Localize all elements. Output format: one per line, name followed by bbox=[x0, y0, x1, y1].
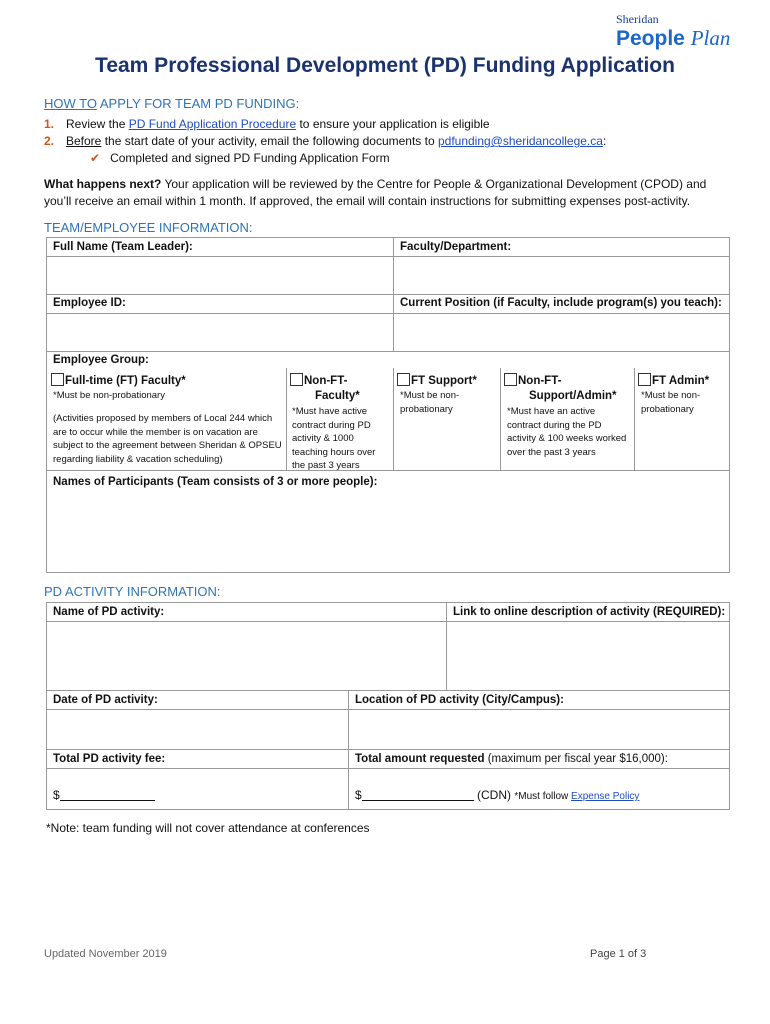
group-non-ft-support-admin-option[interactable] bbox=[504, 373, 561, 387]
step-1-number: 1. bbox=[44, 117, 55, 131]
pd-activity-name-label: Name of PD activity: bbox=[53, 606, 165, 618]
pd-fund-procedure-link[interactable]: PD Fund Application Procedure bbox=[128, 117, 297, 131]
steps-list bbox=[44, 116, 606, 167]
how-to-heading-underlined: HOW TO bbox=[44, 96, 97, 111]
logo-sheridan: Sheridan bbox=[616, 12, 659, 26]
team-info-heading: TEAM/EMPLOYEE INFORMATION: bbox=[44, 220, 253, 235]
employee-id-label: Employee ID: bbox=[53, 297, 126, 309]
non-ft-support-admin-checkbox[interactable] bbox=[504, 373, 517, 386]
conference-note: *Note: team funding will not cover attendance at conferences bbox=[46, 821, 370, 835]
non-ft-support-admin-note: *Must have an active contract during the PD activity & 100 weeks worked over the past 3 years bbox=[507, 406, 627, 458]
divider bbox=[634, 368, 635, 470]
divider bbox=[46, 351, 730, 352]
step-2-post: : bbox=[602, 134, 607, 148]
ft-faculty-label: Full-time (FT) Faculty* bbox=[65, 375, 186, 387]
pd-activity-fee-field[interactable] bbox=[53, 788, 155, 802]
employee-id-field[interactable] bbox=[47, 314, 392, 350]
checkmark-icon: ✔ bbox=[90, 151, 101, 165]
divider bbox=[46, 294, 730, 295]
group-ft-admin-option[interactable] bbox=[638, 373, 709, 387]
footer-updated: Updated November 2019 bbox=[44, 948, 167, 960]
total-requested-bold: Total amount requested bbox=[355, 753, 485, 765]
logo-name-italic: Plan bbox=[690, 26, 731, 50]
step-2-pre: the start date of your activity, email the following documents to bbox=[101, 134, 438, 148]
divider bbox=[46, 749, 730, 750]
fee-blank-line[interactable] bbox=[60, 789, 155, 801]
step-2-number: 2. bbox=[44, 134, 55, 148]
faculty-department-field[interactable] bbox=[394, 257, 729, 293]
pd-activity-date-field[interactable] bbox=[47, 710, 347, 748]
current-position-label: Current Position (if Faculty, include program(s) you teach): bbox=[400, 297, 722, 309]
ft-admin-label: FT Admin* bbox=[652, 375, 710, 387]
pd-activity-heading: PD ACTIVITY INFORMATION: bbox=[44, 584, 221, 599]
divider bbox=[393, 368, 394, 470]
group-ft-support-option[interactable] bbox=[397, 373, 477, 387]
step-2-before: Before bbox=[66, 134, 102, 148]
ft-admin-note: *Must be non-probationary bbox=[641, 390, 701, 415]
expense-policy-link[interactable]: Expense Policy bbox=[571, 791, 640, 802]
ft-support-note: *Must be non-probationary bbox=[400, 390, 460, 415]
step-1-pre: Review the bbox=[66, 117, 129, 131]
participants-field[interactable] bbox=[47, 492, 729, 572]
policy-pre: *Must follow bbox=[514, 791, 572, 802]
ft-support-checkbox[interactable] bbox=[397, 373, 410, 386]
divider bbox=[46, 768, 730, 769]
cdn-label: (CDN) bbox=[473, 788, 515, 802]
step-1-post: to ensure your application is eligible bbox=[296, 117, 490, 131]
pd-activity-link-label: Link to online description of activity (REQUIRED): bbox=[453, 606, 726, 618]
non-ft-support-admin-label: Non-FT- bbox=[518, 375, 562, 387]
pd-activity-link-field[interactable] bbox=[447, 622, 729, 689]
faculty-department-label: Faculty/Department: bbox=[400, 241, 512, 253]
total-requested-field[interactable] bbox=[355, 788, 639, 802]
pd-activity-location-label: Location of PD activity (City/Campus): bbox=[355, 694, 564, 706]
full-name-field[interactable] bbox=[47, 257, 392, 293]
pd-funding-email-link[interactable]: pdfunding@sheridancollege.ca bbox=[437, 134, 603, 148]
pd-activity-fee-label: Total PD activity fee: bbox=[53, 753, 166, 765]
what-next-text: Your application will be reviewed by the Centre for People & Organizational Development (CPOD) and you’ll receive an email within 1 month. If approved, the email will contain instructions for submitting expenses post-activity. bbox=[44, 177, 707, 208]
ft-faculty-note-local-244: (Activities proposed by members of Local 244 which are to occur while the member is on vacation are subject to the agreement between Sheridan & OPSEU regarding liability & vacation scheduling) bbox=[53, 413, 282, 465]
dollar-sign-fee: $ bbox=[53, 788, 60, 802]
requested-blank-line[interactable] bbox=[362, 789, 474, 801]
group-non-ft-faculty-option[interactable] bbox=[290, 373, 347, 387]
pd-activity-date-label: Date of PD activity: bbox=[53, 694, 158, 706]
ft-support-label: FT Support* bbox=[411, 375, 477, 387]
logo-name: People bbox=[616, 27, 685, 50]
current-position-field[interactable] bbox=[394, 314, 729, 350]
total-requested-label bbox=[355, 753, 668, 765]
ft-faculty-checkbox[interactable] bbox=[51, 373, 64, 386]
step-2 bbox=[44, 133, 606, 150]
divider bbox=[286, 368, 287, 470]
divider bbox=[46, 690, 730, 691]
footer-page-number: Page 1 of 3 bbox=[590, 948, 647, 960]
non-ft-faculty-checkbox[interactable] bbox=[290, 373, 303, 386]
group-ft-faculty-option[interactable] bbox=[51, 373, 186, 387]
how-to-heading bbox=[44, 96, 299, 111]
employee-group-label: Employee Group: bbox=[53, 354, 149, 366]
non-ft-support-admin-label-2: Support/Admin* bbox=[529, 390, 617, 402]
total-requested-rest: (maximum per fiscal year $16,000): bbox=[484, 753, 668, 765]
non-ft-faculty-label: Non-FT- bbox=[304, 375, 348, 387]
pd-activity-location-field[interactable] bbox=[349, 710, 729, 748]
divider bbox=[500, 368, 501, 470]
check-item-text: Completed and signed PD Funding Application Form bbox=[110, 151, 390, 165]
pd-activity-name-field[interactable] bbox=[47, 622, 445, 689]
page-title: Team Professional Development (PD) Funding Application bbox=[95, 54, 675, 77]
full-name-label: Full Name (Team Leader): bbox=[53, 241, 193, 253]
non-ft-faculty-note: *Must have active contract during PD activity & 1000 teaching hours over the past 3 years bbox=[292, 406, 376, 471]
how-to-heading-rest: APPLY FOR TEAM PD FUNDING: bbox=[96, 96, 300, 111]
check-item bbox=[44, 150, 606, 167]
what-next-paragraph bbox=[44, 176, 724, 210]
divider bbox=[348, 690, 349, 810]
dollar-sign-requested: $ bbox=[355, 788, 362, 802]
what-next-bold: What happens next? bbox=[44, 177, 162, 191]
participants-label: Names of Participants (Team consists of 3 or more people): bbox=[53, 476, 378, 488]
non-ft-faculty-label-2: Faculty* bbox=[315, 390, 360, 402]
ft-faculty-note: *Must be non-probationary bbox=[53, 390, 165, 401]
ft-admin-checkbox[interactable] bbox=[638, 373, 651, 386]
step-1 bbox=[44, 116, 606, 133]
logo-people-plan bbox=[616, 26, 730, 51]
